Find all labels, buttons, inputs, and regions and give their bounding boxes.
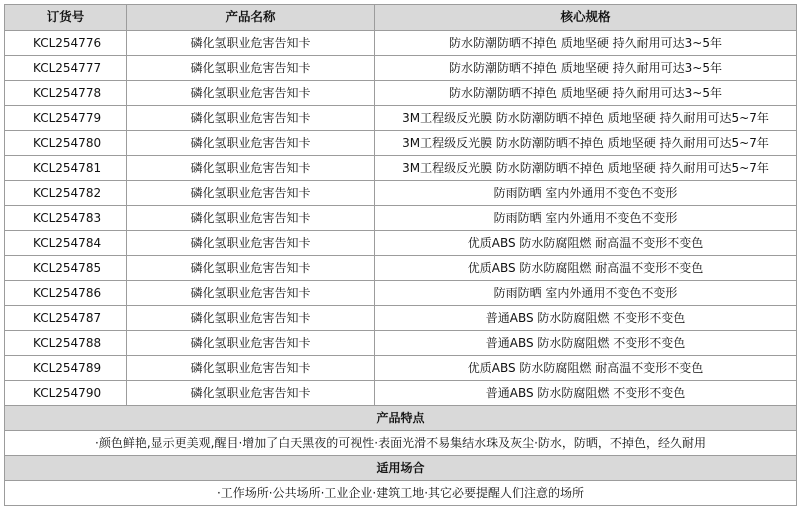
cell-order-number: KCL254777 xyxy=(5,56,127,81)
cell-core-spec: 优质ABS 防水防腐阻燃 耐高温不变形不变色 xyxy=(375,231,797,256)
spec-table xyxy=(4,4,797,506)
cell-order-number: KCL254783 xyxy=(5,206,127,231)
cell-product-name: 磷化氢职业危害告知卡 xyxy=(127,356,375,381)
cell-product-name: 磷化氢职业危害告知卡 xyxy=(127,331,375,356)
usage-text: ·工作场所·公共场所·工业企业·建筑工地·其它必要提醒人们注意的场所 xyxy=(5,481,797,506)
cell-core-spec: 防雨防晒 室内外通用不变色不变形 xyxy=(375,181,797,206)
cell-core-spec: 防水防潮防晒不掉色 质地坚硬 持久耐用可达3~5年 xyxy=(375,81,797,106)
cell-core-spec: 防雨防晒 室内外通用不变色不变形 xyxy=(375,281,797,306)
cell-core-spec: 普通ABS 防水防腐阻燃 不变形不变色 xyxy=(375,381,797,406)
table-row xyxy=(5,31,797,56)
table-header-row xyxy=(5,5,797,31)
header-core-spec: 核心规格 xyxy=(375,5,797,31)
table-row xyxy=(5,206,797,231)
table-row xyxy=(5,81,797,106)
cell-order-number: KCL254781 xyxy=(5,156,127,181)
cell-order-number: KCL254779 xyxy=(5,106,127,131)
table-row xyxy=(5,281,797,306)
cell-core-spec: 3M工程级反光膜 防水防潮防晒不掉色 质地坚硬 持久耐用可达5~7年 xyxy=(375,106,797,131)
table-row xyxy=(5,381,797,406)
cell-product-name: 磷化氢职业危害告知卡 xyxy=(127,56,375,81)
cell-order-number: KCL254778 xyxy=(5,81,127,106)
features-text: ·颜色鲜艳,显示更美观,醒目·增加了白天黑夜的可视性·表面光滑不易集结水珠及灰尘·防水，防晒，不掉色，经久耐用 xyxy=(5,431,797,456)
cell-order-number: KCL254786 xyxy=(5,281,127,306)
cell-order-number: KCL254782 xyxy=(5,181,127,206)
table-row xyxy=(5,156,797,181)
header-order-number: 订货号 xyxy=(5,5,127,31)
cell-product-name: 磷化氢职业危害告知卡 xyxy=(127,106,375,131)
table-body xyxy=(5,31,797,406)
table-row xyxy=(5,356,797,381)
table-row xyxy=(5,106,797,131)
cell-order-number: KCL254776 xyxy=(5,31,127,56)
table-row xyxy=(5,256,797,281)
cell-core-spec: 防水防潮防晒不掉色 质地坚硬 持久耐用可达3~5年 xyxy=(375,31,797,56)
cell-product-name: 磷化氢职业危害告知卡 xyxy=(127,181,375,206)
cell-core-spec: 优质ABS 防水防腐阻燃 耐高温不变形不变色 xyxy=(375,256,797,281)
table-row xyxy=(5,181,797,206)
features-title: 产品特点 xyxy=(5,406,797,431)
cell-product-name: 磷化氢职业危害告知卡 xyxy=(127,306,375,331)
cell-core-spec: 防水防潮防晒不掉色 质地坚硬 持久耐用可达3~5年 xyxy=(375,56,797,81)
cell-core-spec: 普通ABS 防水防腐阻燃 不变形不变色 xyxy=(375,306,797,331)
cell-order-number: KCL254784 xyxy=(5,231,127,256)
cell-product-name: 磷化氢职业危害告知卡 xyxy=(127,156,375,181)
usage-title: 适用场合 xyxy=(5,456,797,481)
cell-order-number: KCL254788 xyxy=(5,331,127,356)
header-product-name: 产品名称 xyxy=(127,5,375,31)
cell-product-name: 磷化氢职业危害告知卡 xyxy=(127,206,375,231)
table-row xyxy=(5,231,797,256)
cell-product-name: 磷化氢职业危害告知卡 xyxy=(127,381,375,406)
cell-core-spec: 防雨防晒 室内外通用不变色不变形 xyxy=(375,206,797,231)
cell-order-number: KCL254780 xyxy=(5,131,127,156)
cell-order-number: KCL254790 xyxy=(5,381,127,406)
table-row xyxy=(5,56,797,81)
cell-product-name: 磷化氢职业危害告知卡 xyxy=(127,256,375,281)
table-row xyxy=(5,306,797,331)
cell-product-name: 磷化氢职业危害告知卡 xyxy=(127,231,375,256)
cell-core-spec: 3M工程级反光膜 防水防潮防晒不掉色 质地坚硬 持久耐用可达5~7年 xyxy=(375,131,797,156)
cell-product-name: 磷化氢职业危害告知卡 xyxy=(127,81,375,106)
cell-product-name: 磷化氢职业危害告知卡 xyxy=(127,31,375,56)
cell-core-spec: 3M工程级反光膜 防水防潮防晒不掉色 质地坚硬 持久耐用可达5~7年 xyxy=(375,156,797,181)
table-row xyxy=(5,131,797,156)
cell-product-name: 磷化氢职业危害告知卡 xyxy=(127,131,375,156)
cell-core-spec: 普通ABS 防水防腐阻燃 不变形不变色 xyxy=(375,331,797,356)
cell-order-number: KCL254787 xyxy=(5,306,127,331)
cell-core-spec: 优质ABS 防水防腐阻燃 耐高温不变形不变色 xyxy=(375,356,797,381)
table-row xyxy=(5,331,797,356)
cell-order-number: KCL254789 xyxy=(5,356,127,381)
cell-order-number: KCL254785 xyxy=(5,256,127,281)
cell-product-name: 磷化氢职业危害告知卡 xyxy=(127,281,375,306)
product-spec-sheet xyxy=(4,4,796,506)
